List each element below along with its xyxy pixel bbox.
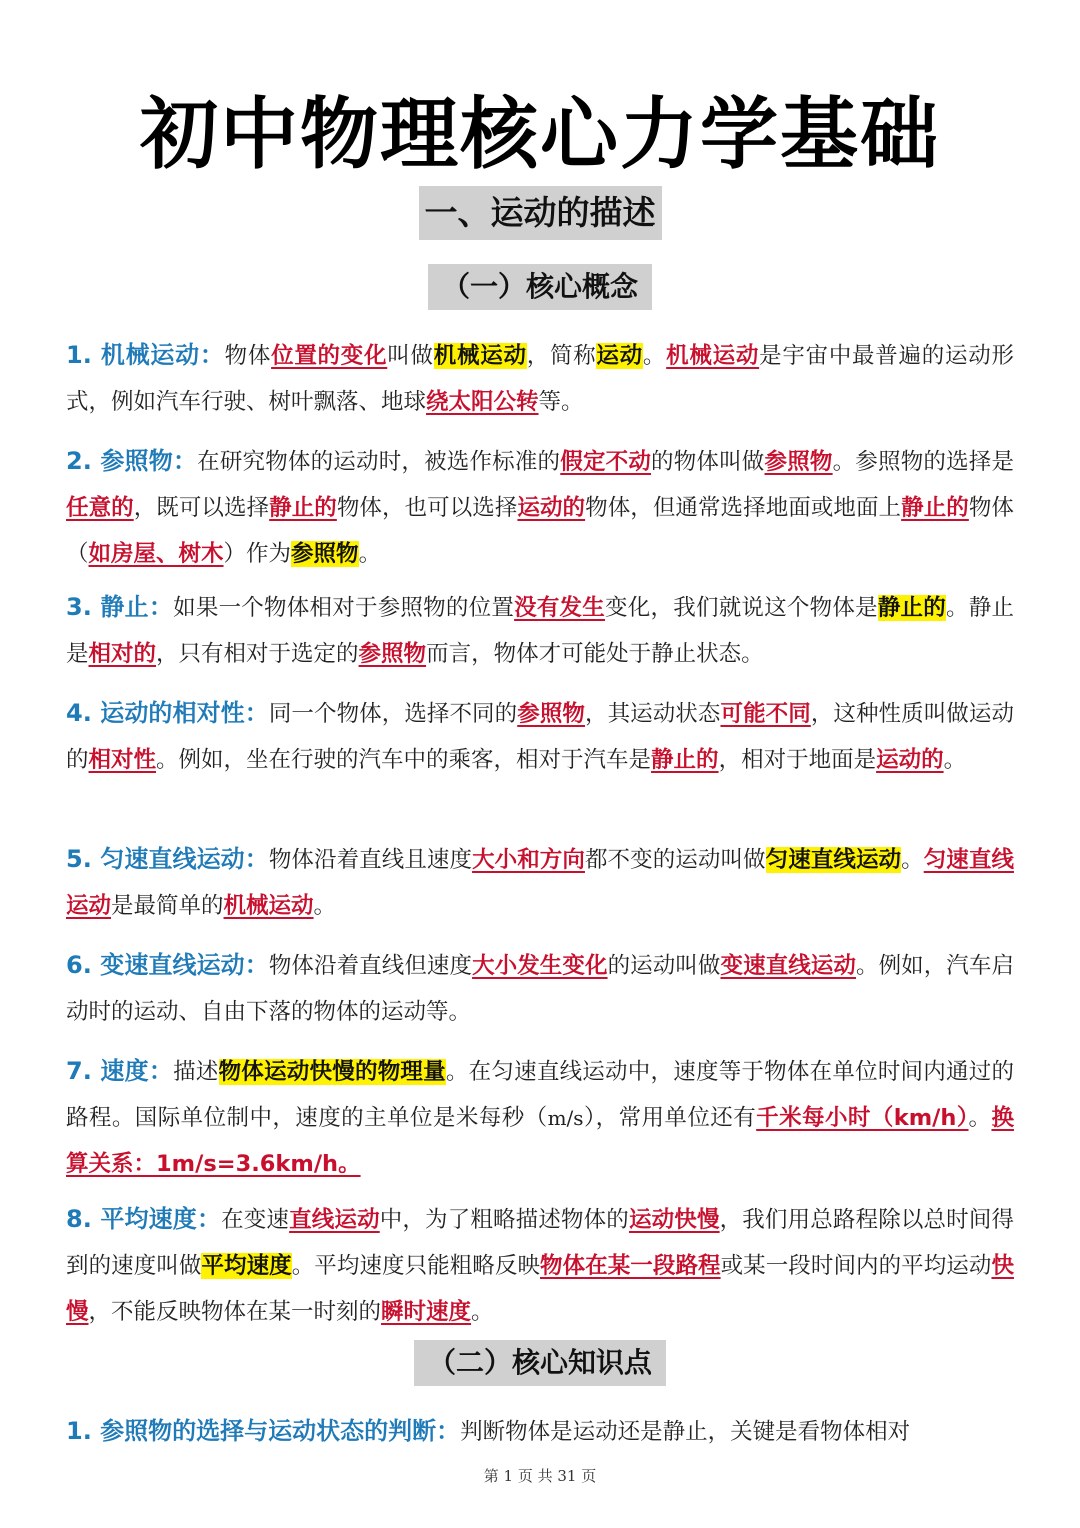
key-term: 运动的 bbox=[517, 495, 586, 521]
item-label: 5. 匀速直线运动： bbox=[66, 845, 269, 873]
item-label: 4. 运动的相对性： bbox=[66, 699, 269, 727]
key-term: 参照物 bbox=[517, 701, 585, 727]
key-term: 相对性 bbox=[88, 747, 157, 773]
item-label: 2. 参照物： bbox=[66, 447, 198, 475]
key-term: 参照物 bbox=[764, 449, 833, 475]
key-term: 直线运动 bbox=[289, 1207, 380, 1233]
concept-speed: 7. 速度：描述物体运动快慢的物理量。在匀速直线运动中，速度等于物体在单位时间内通过的路程。国际单位制中，速度的主单位是米每秒（m/s），常用单位还有千米每小时（km/h）。换算关系：1m/s=3.6km/h。 bbox=[66, 1057, 1014, 1177]
highlight-term: 匀速直线运动 bbox=[765, 847, 902, 873]
highlight-term: 运动 bbox=[596, 343, 643, 369]
key-term: 运动快慢 bbox=[628, 1207, 720, 1233]
key-term: 变速直线运动 bbox=[720, 953, 856, 979]
key-term: 换算关系：1m/s=3.6km/h。 bbox=[66, 1105, 1014, 1177]
subsection-heading-text: （一）核心概念 bbox=[428, 264, 652, 310]
key-term: 大小发生变化 bbox=[472, 953, 608, 979]
key-term: 机械运动 bbox=[666, 343, 760, 369]
item-label: 1. 参照物的选择与运动状态的判断： bbox=[66, 1417, 461, 1445]
key-term: 绕太阳公转 bbox=[426, 389, 539, 415]
key-term: 运动的 bbox=[876, 747, 944, 773]
subsection-heading-core-knowledge bbox=[0, 1340, 1080, 1386]
concept-variable-linear-motion: 6. 变速直线运动：物体沿着直线但速度大小发生变化的运动叫做变速直线运动。例如，汽车启动时的运动、自由下落的物体的运动等。 bbox=[66, 951, 1014, 1025]
highlight-term: 平均速度 bbox=[201, 1253, 292, 1279]
item-label: 7. 速度： bbox=[66, 1057, 174, 1085]
key-term: 相对的 bbox=[88, 641, 157, 667]
key-term: 假定不动 bbox=[560, 449, 652, 475]
key-term: 静止的 bbox=[901, 495, 969, 521]
highlight-term: 参照物 bbox=[291, 541, 359, 567]
page-footer: 第 1 页 共 31 页 bbox=[483, 1467, 597, 1485]
key-term: 可能不同 bbox=[720, 701, 811, 727]
key-term: 大小和方向 bbox=[472, 847, 585, 873]
subsection-heading-text: （二）核心知识点 bbox=[414, 1340, 666, 1386]
document-title: 初中物理核心力学基础 bbox=[139, 90, 940, 180]
key-term: 千米每小时（km/h） bbox=[756, 1105, 969, 1131]
concept-reference-object: 2. 参照物：在研究物体的运动时，被选作标准的假定不动的物体叫做参照物。参照物的选择是任意的，既可以选择静止的物体，也可以选择运动的物体，但通常选择地面或地面上静止的物体（如房屋、树木）作为参照物。 bbox=[66, 447, 1014, 567]
key-term: 瞬时速度 bbox=[381, 1299, 472, 1325]
section-heading-text: 一、运动的描述 bbox=[419, 186, 662, 240]
highlight-term: 静止的 bbox=[877, 595, 947, 621]
key-term: 物体在某一段路程 bbox=[540, 1253, 721, 1279]
key-term: 如房屋、树木 bbox=[88, 541, 224, 567]
concept-average-speed: 8. 平均速度：在变速直线运动中，为了粗略描述物体的运动快慢，我们用总路程除以总时间得到的速度叫做平均速度。平均速度只能粗略反映物体在某一段路程或某一段时间内的平均运动快慢，不能反映物体在某一时刻的瞬时速度。 bbox=[66, 1205, 1014, 1325]
key-term: 静止的 bbox=[651, 747, 719, 773]
key-term: 参照物 bbox=[358, 641, 427, 667]
knowledge-point-reference-judgement: 1. 参照物的选择与运动状态的判断：判断物体是运动还是静止，关键是看物体相对 bbox=[66, 1417, 911, 1445]
unit-text: m/s bbox=[547, 1106, 584, 1130]
item-label: 6. 变速直线运动： bbox=[66, 951, 269, 979]
key-term: 匀速直线运动 bbox=[66, 847, 1014, 919]
key-term: 机械运动 bbox=[223, 893, 314, 919]
highlight-term: 机械运动 bbox=[433, 343, 527, 369]
item-label: 3. 静止： bbox=[66, 593, 174, 621]
key-term: 位置的变化 bbox=[271, 343, 388, 369]
concept-relativity-of-motion: 4. 运动的相对性：同一个物体，选择不同的参照物，其运动状态可能不同，这种性质叫做运动的相对性。例如，坐在行驶的汽车中的乘客，相对于汽车是静止的，相对于地面是运动的。 bbox=[66, 699, 1014, 773]
highlight-term: 物体运动快慢的物理量 bbox=[218, 1059, 446, 1085]
key-term: 没有发生 bbox=[514, 595, 606, 621]
concept-uniform-linear-motion: 5. 匀速直线运动：物体沿着直线且速度大小和方向都不变的运动叫做匀速直线运动。匀速直线运动是最简单的机械运动。 bbox=[66, 845, 1014, 919]
section-heading bbox=[0, 186, 1080, 240]
concept-mechanical-motion: 1. 机械运动：物体位置的变化叫做机械运动，简称运动。机械运动是宇宙中最普遍的运动形式，例如汽车行驶、树叶飘落、地球绕太阳公转等。 bbox=[66, 341, 1014, 415]
key-term: 任意的 bbox=[66, 495, 134, 521]
concept-rest: 3. 静止：如果一个物体相对于参照物的位置没有发生变化，我们就说这个物体是静止的。静止是相对的，只有相对于选定的参照物而言，物体才可能处于静止状态。 bbox=[66, 593, 1014, 667]
key-term: 静止的 bbox=[269, 495, 337, 521]
item-label: 1. 机械运动： bbox=[66, 341, 225, 369]
item-label: 8. 平均速度： bbox=[66, 1205, 222, 1233]
subsection-heading-core-concepts bbox=[0, 264, 1080, 310]
key-term: 快慢 bbox=[66, 1253, 1014, 1325]
